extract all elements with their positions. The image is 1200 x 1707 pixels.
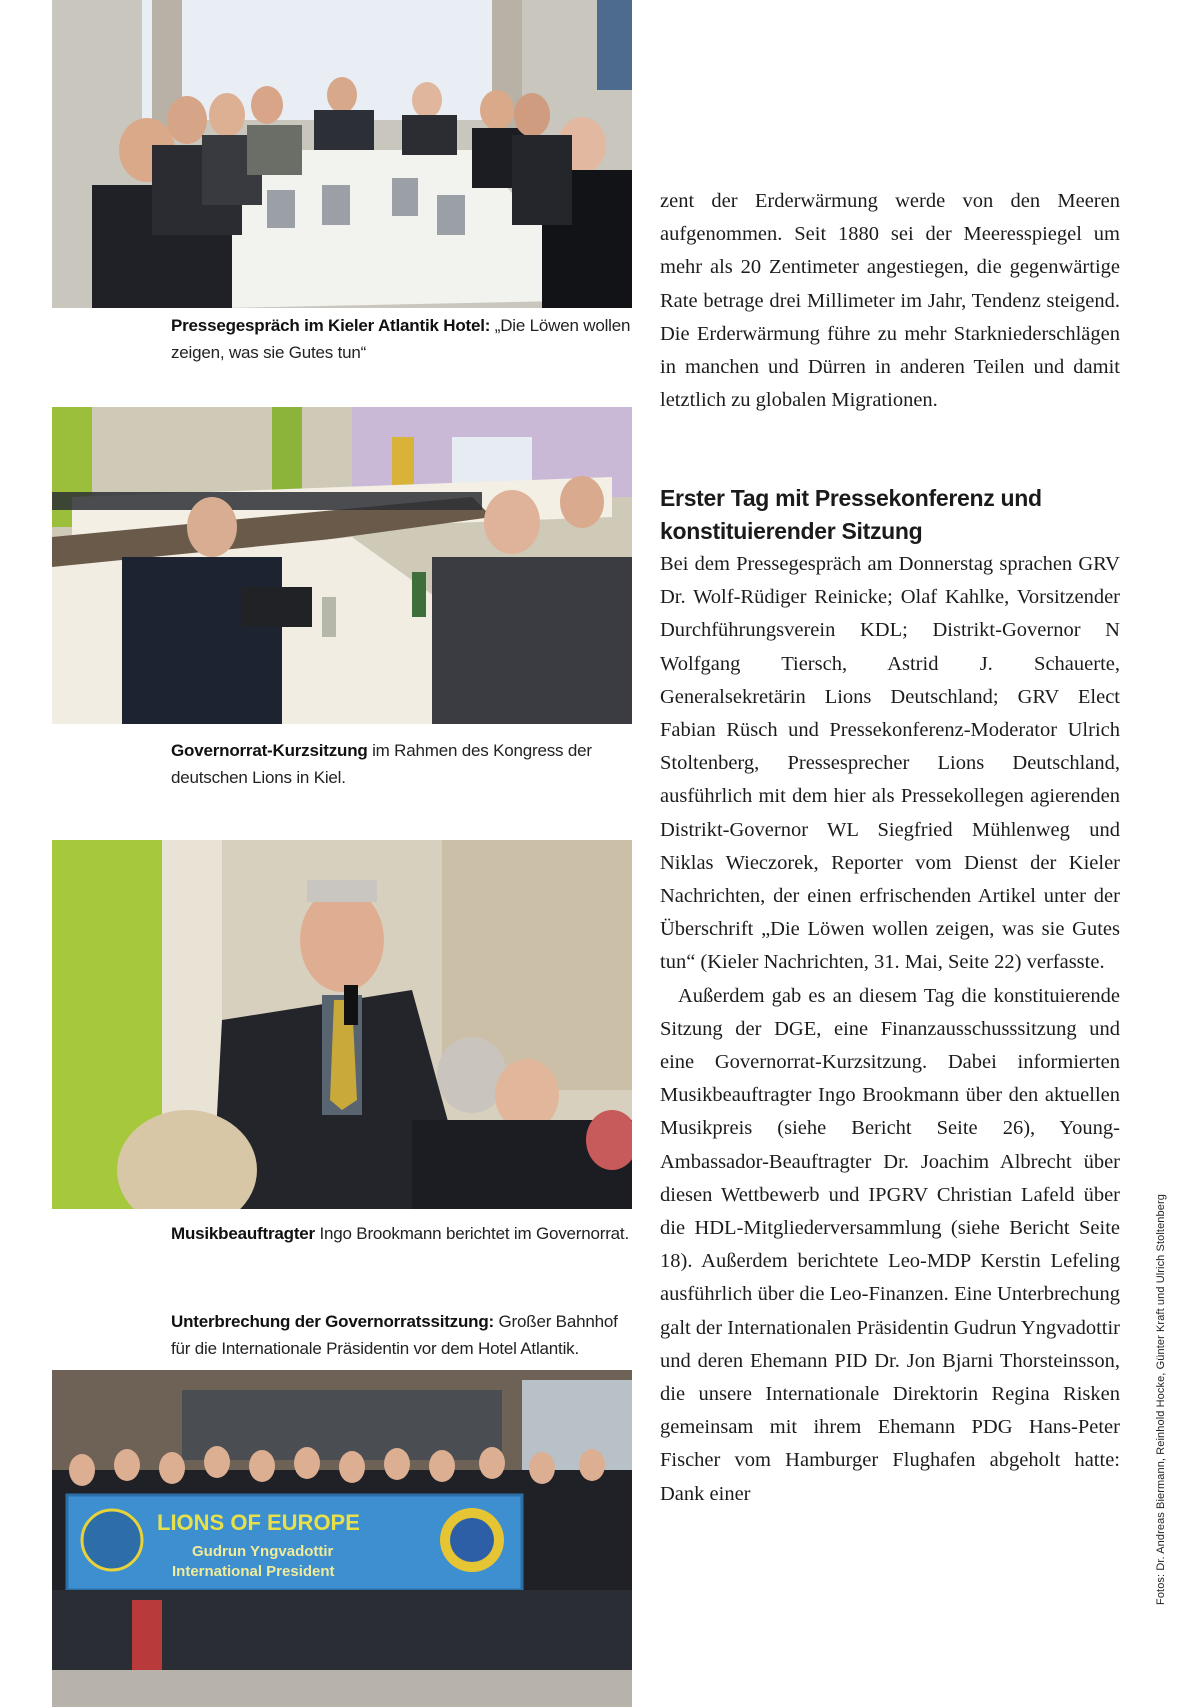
article-intro-paragraph: zent der Erderwärmung werde von den Meeren aufgenommen. Seit 1880 sei der Meeresspiegel um mehr als 20 Zentimeter angestiegen, die gegenwärtige Rate betrage drei Millimeter im Jahr, Tendenz steigend. Die Erderwärmung führe zu mehr Starkniederschlägen in manchen und Dürren in anderen Teilen und damit letztlich zu globalen Migrationen.: [660, 190, 1120, 412]
section-heading: Erster Tag mit Pressekonferenz und konstituierender Sitzung: [660, 485, 1042, 544]
group-banner-image: [52, 1370, 632, 1707]
article-paragraph-1: Bei dem Pressegespräch am Donnerstag sprachen GRV Dr. Wolf-Rüdiger Reinicke; Olaf Kahlke, Vorsitzender Durchführungsverein KDL; Distrikt-Governor N Wolfgang Tiersch, Astrid J. Schauerte, Generalsekretärin Lions Deutschland; GRV Elect Fabian Rüsch und Pressekonferenz-Moderator Ulrich Stoltenberg, Pressesprecher Lions Deutschland, ausführlich mit dem hier als Pressekollegen agierenden Distrikt-Governor WL Siegfried Mühlenweg und Niklas Wieczorek, Reporter vom Dienst der Kieler Nachrichten, der einen erfrischenden Artikel unter der Überschrift „Die Löwen wollen zeigen, was sie Gutes tun“ (Kieler Nachrichten, 31. Mai, Seite 22) verfasste.: [660, 553, 1120, 974]
press-meeting-photo: [52, 0, 632, 308]
photo-credit: Fotos: Dr. Andreas Biermann, Reinhold Hocke, Günter Kraft und Ulrich Stoltenberg: [1155, 1194, 1167, 1605]
caption-council-meeting: [171, 737, 631, 791]
article-main-column: [660, 482, 1120, 1511]
caption-speaker-bold: Musikbeauftragter: [171, 1224, 315, 1243]
caption-speaker: [171, 1220, 631, 1247]
caption-council-bold: Governorrat-Kurzsitzung: [171, 741, 368, 760]
caption-speaker-text: Ingo Brookmann berichtet im Governorrat.: [314, 1224, 629, 1243]
council-meeting-image: [52, 407, 632, 724]
banner-title: LIONS OF EUROPE: [157, 1510, 360, 1535]
caption-interrupt-text: Großer Bahnhof für die Internationale Präsidentin vor dem Hotel Atlantik.: [171, 1312, 618, 1358]
speaker-image: [52, 840, 632, 1209]
article-intro-column: [660, 185, 1120, 417]
speaker-photo: [52, 840, 632, 1209]
caption-press-text: „Die Löwen wollen zeigen, was sie Gutes tun“: [171, 316, 631, 362]
council-meeting-photo: [52, 407, 632, 724]
caption-interrupt-bold: Unterbrechung der Governorratssitzung:: [171, 1312, 494, 1331]
group-banner-photo: [52, 1370, 632, 1707]
press-meeting-image: [52, 0, 632, 308]
caption-council-text: im Rahmen des Kongress der deutschen Lions in Kiel.: [171, 741, 592, 787]
article-paragraph-2: Außerdem gab es an diesem Tag die konstituierende Sitzung der DGE, eine Finanzausschusssitzung und eine Governorrat-Kurzsitzung. Dabei informierten Musikbeauftragter Ingo Brookmann über den aktuellen Musikpreis (siehe Bericht Seite 26), Young-Ambassador-Beauftragter Dr. Joachim Albrecht über diesen Wettbewerb und IPGRV Christian Lafeld über die HDL-Mitgliederversammlung (siehe Bericht Seite 18). Außerdem berichtete Leo-MDP Kerstin Lefeling ausführlich über die Leo-Finanzen. Eine Unterbrechung galt der Internationalen Präsidentin Gudrun Yngvadottir und deren Ehemann PID Dr. Jon Bjarni Thorsteinsson, die unsere Internationale Direktorin Regina Risken gemeinsam mit ihrem Ehemann PDG Hans-Peter Fischer vom Hamburger Flughafen abgeholt hatte: Dank einer: [660, 984, 1120, 1505]
caption-press-bold: Pressegespräch im Kieler Atlantik Hotel:: [171, 316, 491, 335]
banner-line2: International President: [172, 1563, 335, 1580]
caption-press-meeting: [171, 312, 631, 366]
caption-interruption: [171, 1308, 631, 1362]
banner-line1: Gudrun Yngvadottir: [192, 1543, 334, 1560]
